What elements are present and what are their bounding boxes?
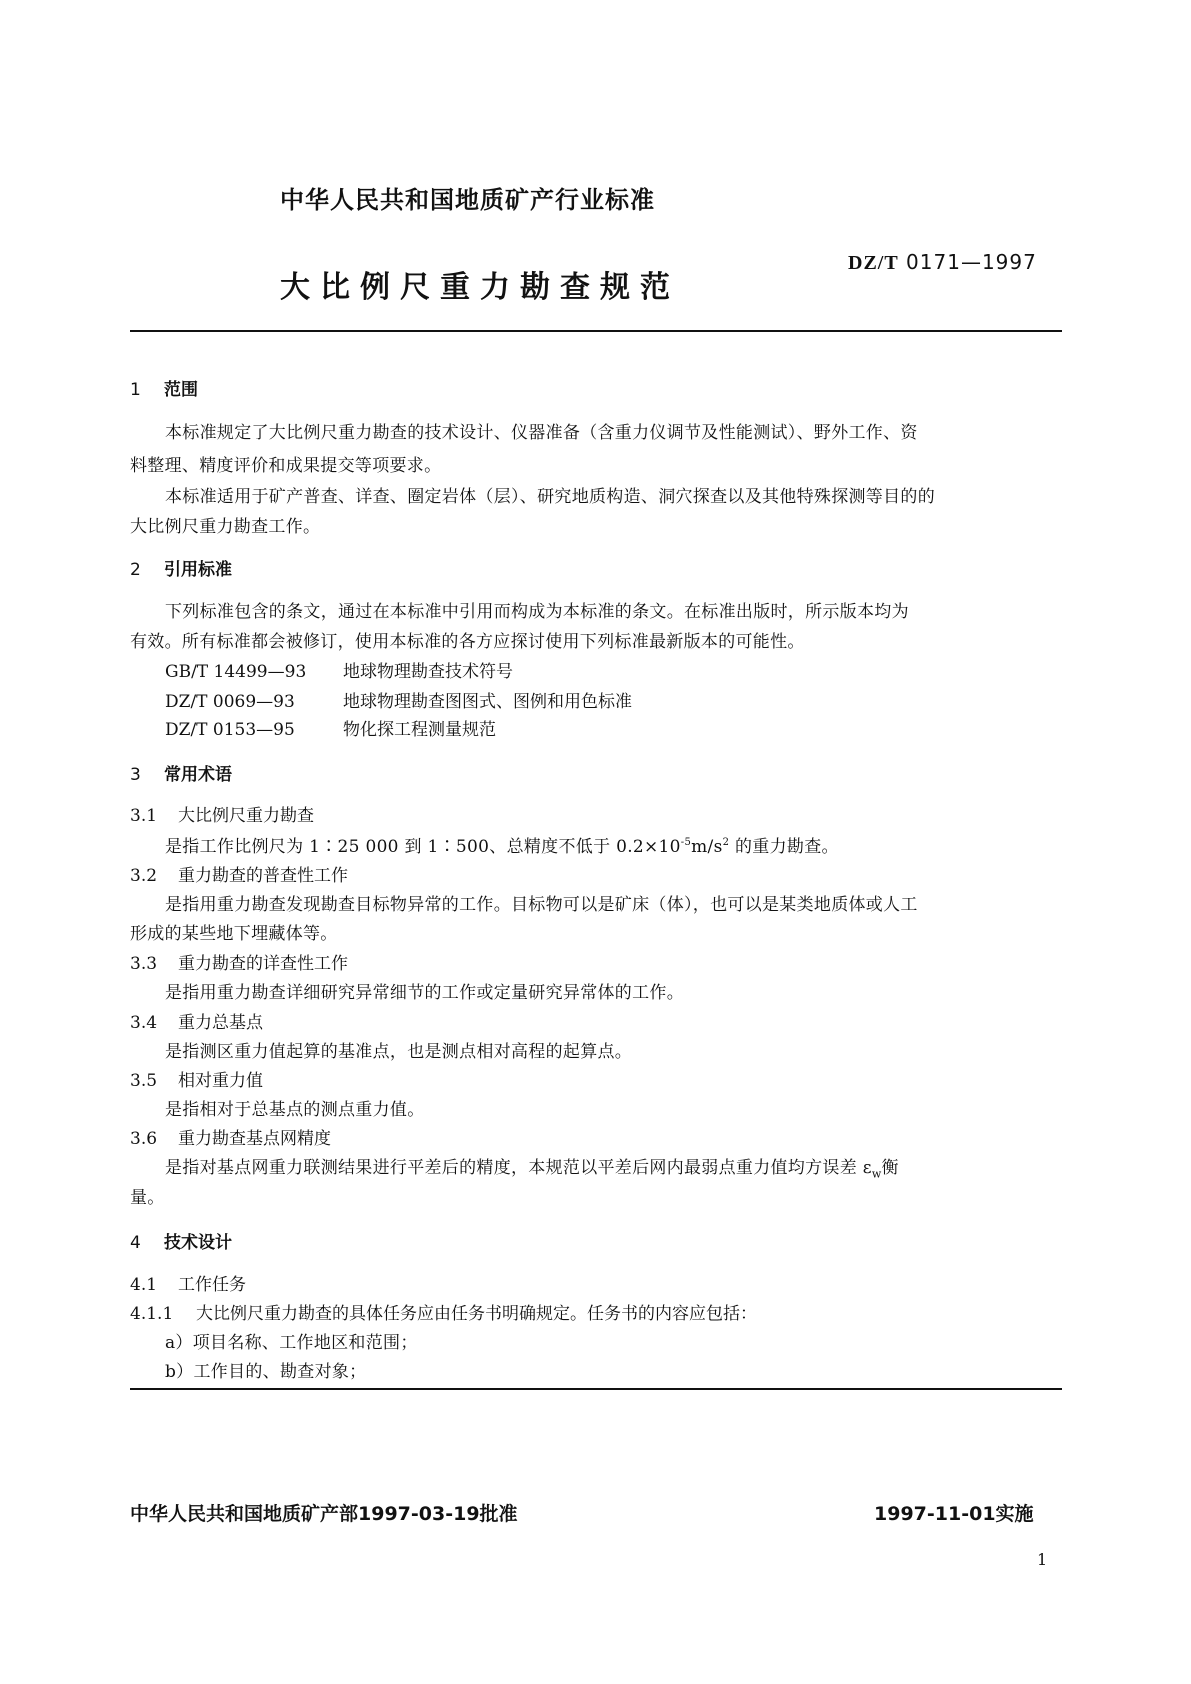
page-number: 1 <box>1037 1550 1048 1569</box>
header-rule <box>130 330 1062 332</box>
section-1-heading: 1 范围 <box>130 380 198 400</box>
term-3-2-definition-line-1: 是指用重力勘查发现勘查目标物异常的工作。目标物可以是矿床（体），也可以是某类地质体或人工 <box>165 895 918 915</box>
term-3-3-heading: 3.3 重力勘查的详查性工作 <box>130 954 348 974</box>
term-3-6-heading: 3.6 重力勘查基点网精度 <box>130 1129 331 1149</box>
section-1-para-2-line-1: 本标准适用于矿产普查、详查、圈定岩体（层）、研究地质构造、洞穴探查以及其他特殊探测等目的的 <box>165 487 935 507</box>
section-1-para-1-line-1: 本标准规定了大比例尺重力勘查的技术设计、仪器准备（含重力仪调节及性能测试）、野外工作、资 <box>165 423 918 443</box>
section-2-para-line-1: 下列标准包含的条文，通过在本标准中引用而构成为本标准的条文。在标准出版时，所示版本均为 <box>165 602 909 622</box>
section-2-heading: 2 引用标准 <box>130 560 232 580</box>
term-3-3-definition: 是指用重力勘查详细研究异常细节的工作或定量研究异常体的工作。 <box>165 983 684 1003</box>
term-3-2-heading: 3.2 重力勘查的普查性工作 <box>130 866 348 886</box>
footer-rule <box>130 1388 1062 1390</box>
clause-4-1-1: 4.1.1 大比例尺重力勘查的具体任务应由任务书明确规定。任务书的内容应包括： <box>130 1304 757 1324</box>
term-3-6-definition-line-1: 是指对基点网重力联测结果进行平差后的精度，本规范以平差后网内最弱点重力值均方误差 $\varepsilon_w$衡 <box>165 1158 899 1181</box>
reference-item: DZ/T 0069—93 地球物理勘查图图式、图例和用色标准 <box>165 692 632 712</box>
reference-item: DZ/T 0153—95 物化探工程测量规范 <box>165 720 496 740</box>
section-4-heading: 4 技术设计 <box>130 1233 232 1253</box>
standard-code-number: 0171—1997 <box>906 250 1037 274</box>
document-title: 大比例尺重力勘查规范 <box>280 270 680 305</box>
term-3-4-definition: 是指测区重力值起算的基准点，也是测点相对高程的起算点。 <box>165 1042 633 1062</box>
section-1-para-2-line-2: 大比例尺重力勘查工作。 <box>130 517 321 537</box>
term-3-6-definition-line-2: 量。 <box>130 1188 165 1208</box>
term-3-1-definition: 是指工作比例尺为 1∶25 000 到 1∶500、总精度不低于 $0.2\times 10^{-5}m/s^2$ 的重力勘查。 <box>165 837 839 857</box>
approval-statement: 中华人民共和国地质矿产部1997-03-19批准 <box>130 1503 518 1525</box>
effective-date: 1997-11-01实施 <box>874 1503 1034 1525</box>
list-item: b）工作目的、勘查对象； <box>165 1362 367 1382</box>
issuing-body-heading: 中华人民共和国地质矿产行业标准 <box>280 186 655 214</box>
term-3-5-definition: 是指相对于总基点的测点重力值。 <box>165 1100 425 1120</box>
term-3-1-heading: 3.1 大比例尺重力勘查 <box>130 806 314 826</box>
section-3-heading: 3 常用术语 <box>130 765 232 785</box>
reference-item: GB/T 14499—93 地球物理勘查技术符号 <box>165 662 513 682</box>
term-3-4-heading: 3.4 重力总基点 <box>130 1013 263 1033</box>
section-1-para-1-line-2: 料整理、精度评价和成果提交等项要求。 <box>130 456 442 476</box>
section-2-para-line-2: 有效。所有标准都会被修订，使用本标准的各方应探讨使用下列标准最新版本的可能性。 <box>130 632 805 652</box>
subsection-4-1-heading: 4.1 工作任务 <box>130 1275 246 1295</box>
term-3-2-definition-line-2: 形成的某些地下埋藏体等。 <box>130 924 338 944</box>
standard-code <box>848 250 1037 275</box>
list-item: a）项目名称、工作地区和范围； <box>165 1333 418 1353</box>
term-3-5-heading: 3.5 相对重力值 <box>130 1071 263 1091</box>
standard-code-prefix: DZ/T <box>848 252 899 274</box>
